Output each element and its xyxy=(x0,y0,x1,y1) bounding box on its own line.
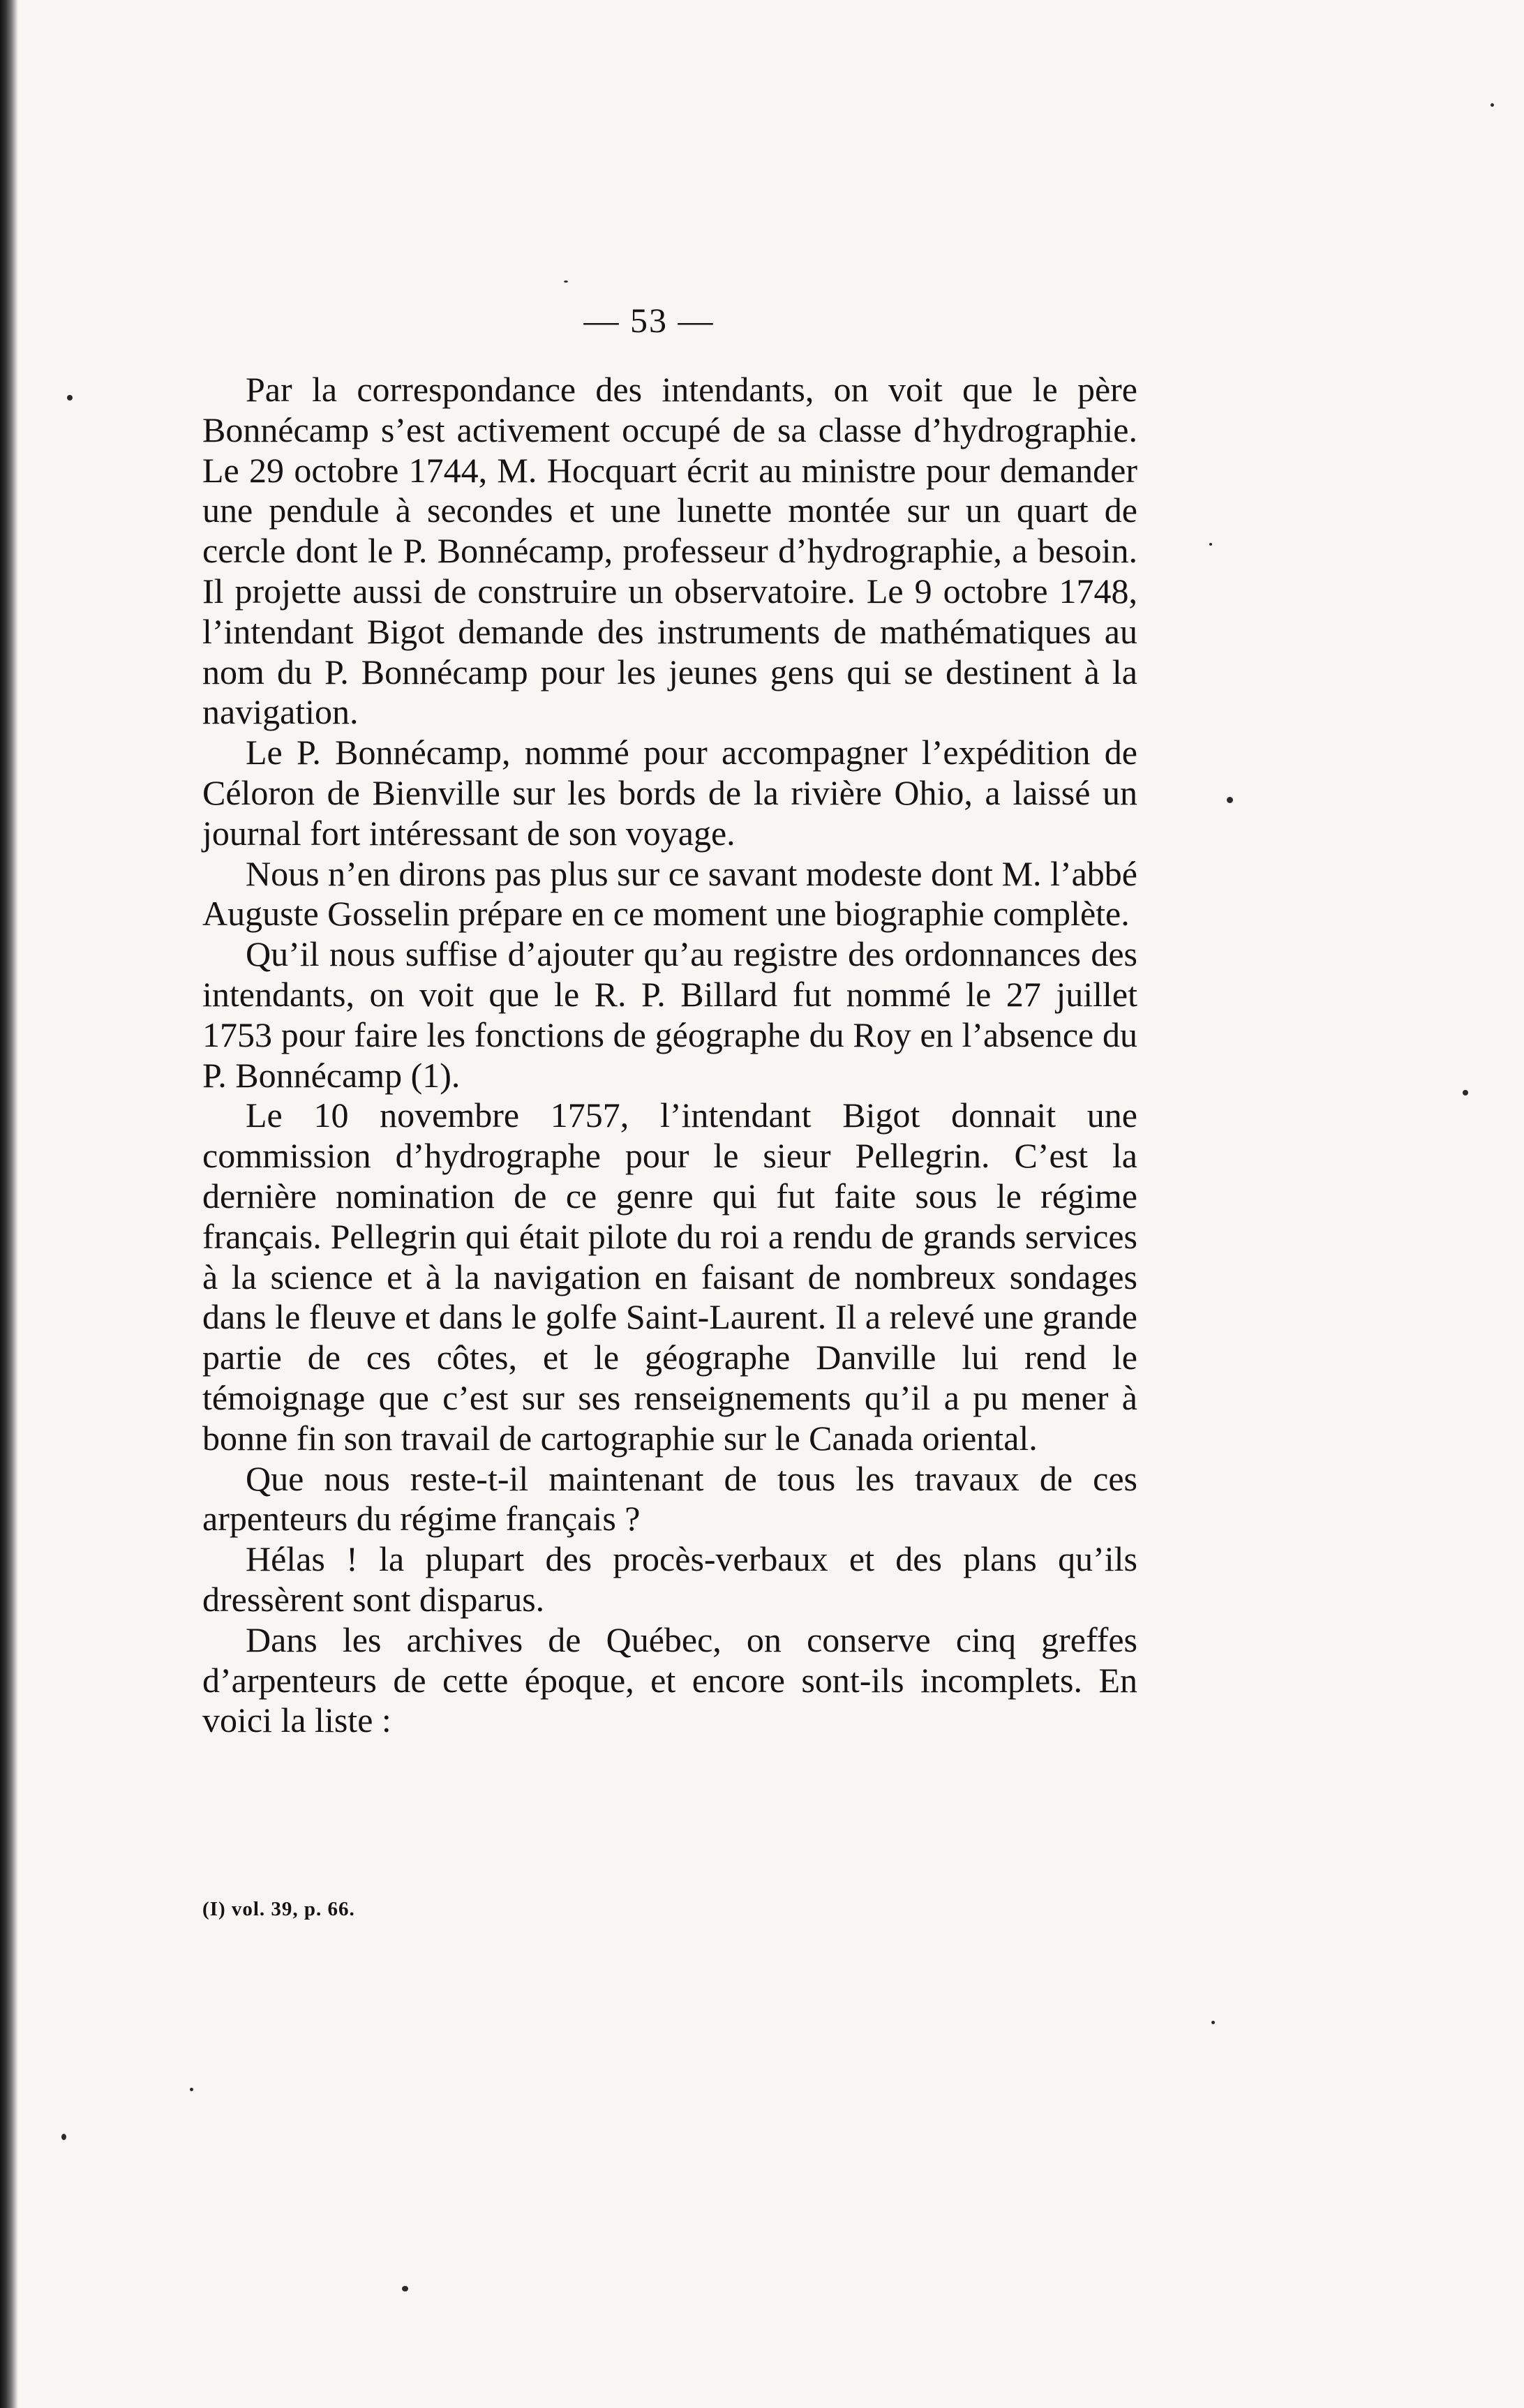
paragraph-2: Le P. Bonnécamp, nommé pour accompagner l’expédition de Céloron de Bienville sur les bords de la rivière Ohio, a laissé un journal fort intéressant de son voyage. xyxy=(202,733,1137,853)
scan-speck xyxy=(1211,2021,1215,2024)
paragraph-3: Nous n’en dirons pas plus sur ce savant modeste dont M. l’abbé Auguste Gosselin prépare en ce moment une biographie complète. xyxy=(202,853,1137,934)
body-text xyxy=(202,370,1137,1741)
paragraph-1: Par la correspondance des intendants, on voit que le père Bonnécamp s’est activement occupé de sa classe d’hydrographie. Le 29 octobre 1744, M. Hocquart écrit au ministre pour demander une pendule à secondes et une lunette montée sur un quart de cercle dont le P. Bonnécamp, professeur d’hydrographie, a besoin. Il projette aussi de construire un observatoire. Le 9 octobre 1748, l’intendant Bigot demande des instruments de mathématiques au nom du P. Bonnécamp pour les jeunes gens qui se destinent à la navigation. xyxy=(202,370,1137,732)
paragraph-6: Que nous reste-t-il maintenant de tous les travaux de ces arpenteurs du régime français ? xyxy=(202,1458,1137,1539)
scan-speck xyxy=(1209,543,1212,546)
scan-speck xyxy=(402,2286,408,2291)
scan-speck xyxy=(190,2088,193,2091)
scan-speck xyxy=(1227,797,1233,803)
scan-speck xyxy=(1491,103,1494,107)
scan-speck xyxy=(564,281,568,283)
paragraph-7: Hélas ! la plupart des procès-verbaux et des plans qu’ils dressèrent sont disparus. xyxy=(202,1539,1137,1619)
scan-speck xyxy=(67,395,73,401)
scan-edge-shadow xyxy=(0,0,18,2408)
paragraph-4: Qu’il nous suffise d’ajouter qu’au registre des ordonnances des intendants, on voit que le R. P. Billard fut nommé le 27 juillet 1753 pour faire les fonctions de géographe du Roy en l’absence du P. Bonnécamp (1). xyxy=(202,934,1137,1095)
footnote: (I) vol. 39, p. 66. xyxy=(202,1898,355,1920)
scan-speck xyxy=(1463,1090,1468,1095)
scan-speck xyxy=(61,2134,66,2140)
paragraph-8: Dans les archives de Québec, on conserve cinq greffes d’arpenteurs de cette époque, et encore sont-ils incomplets. En voici la liste : xyxy=(202,1620,1137,1740)
paragraph-5: Le 10 novembre 1757, l’intendant Bigot donnait une commission d’hydrographe pour le sieur Pellegrin. C’est la dernière nomination de ce genre qui fut faite sous le régime français. Pellegrin qui était pilote du roi a rendu de grands services à la science et à la navigation en faisant de nombreux sondages dans le fleuve et dans le golfe Saint-Laurent. Il a relevé une grande partie de ces côtes, et le géographe Danville lui rend le témoignage que c’est sur ses renseignements qu’il a pu mener à bonne fin son travail de cartographie sur le Canada oriental. xyxy=(202,1095,1137,1458)
page-number: — 53 — xyxy=(583,301,715,340)
